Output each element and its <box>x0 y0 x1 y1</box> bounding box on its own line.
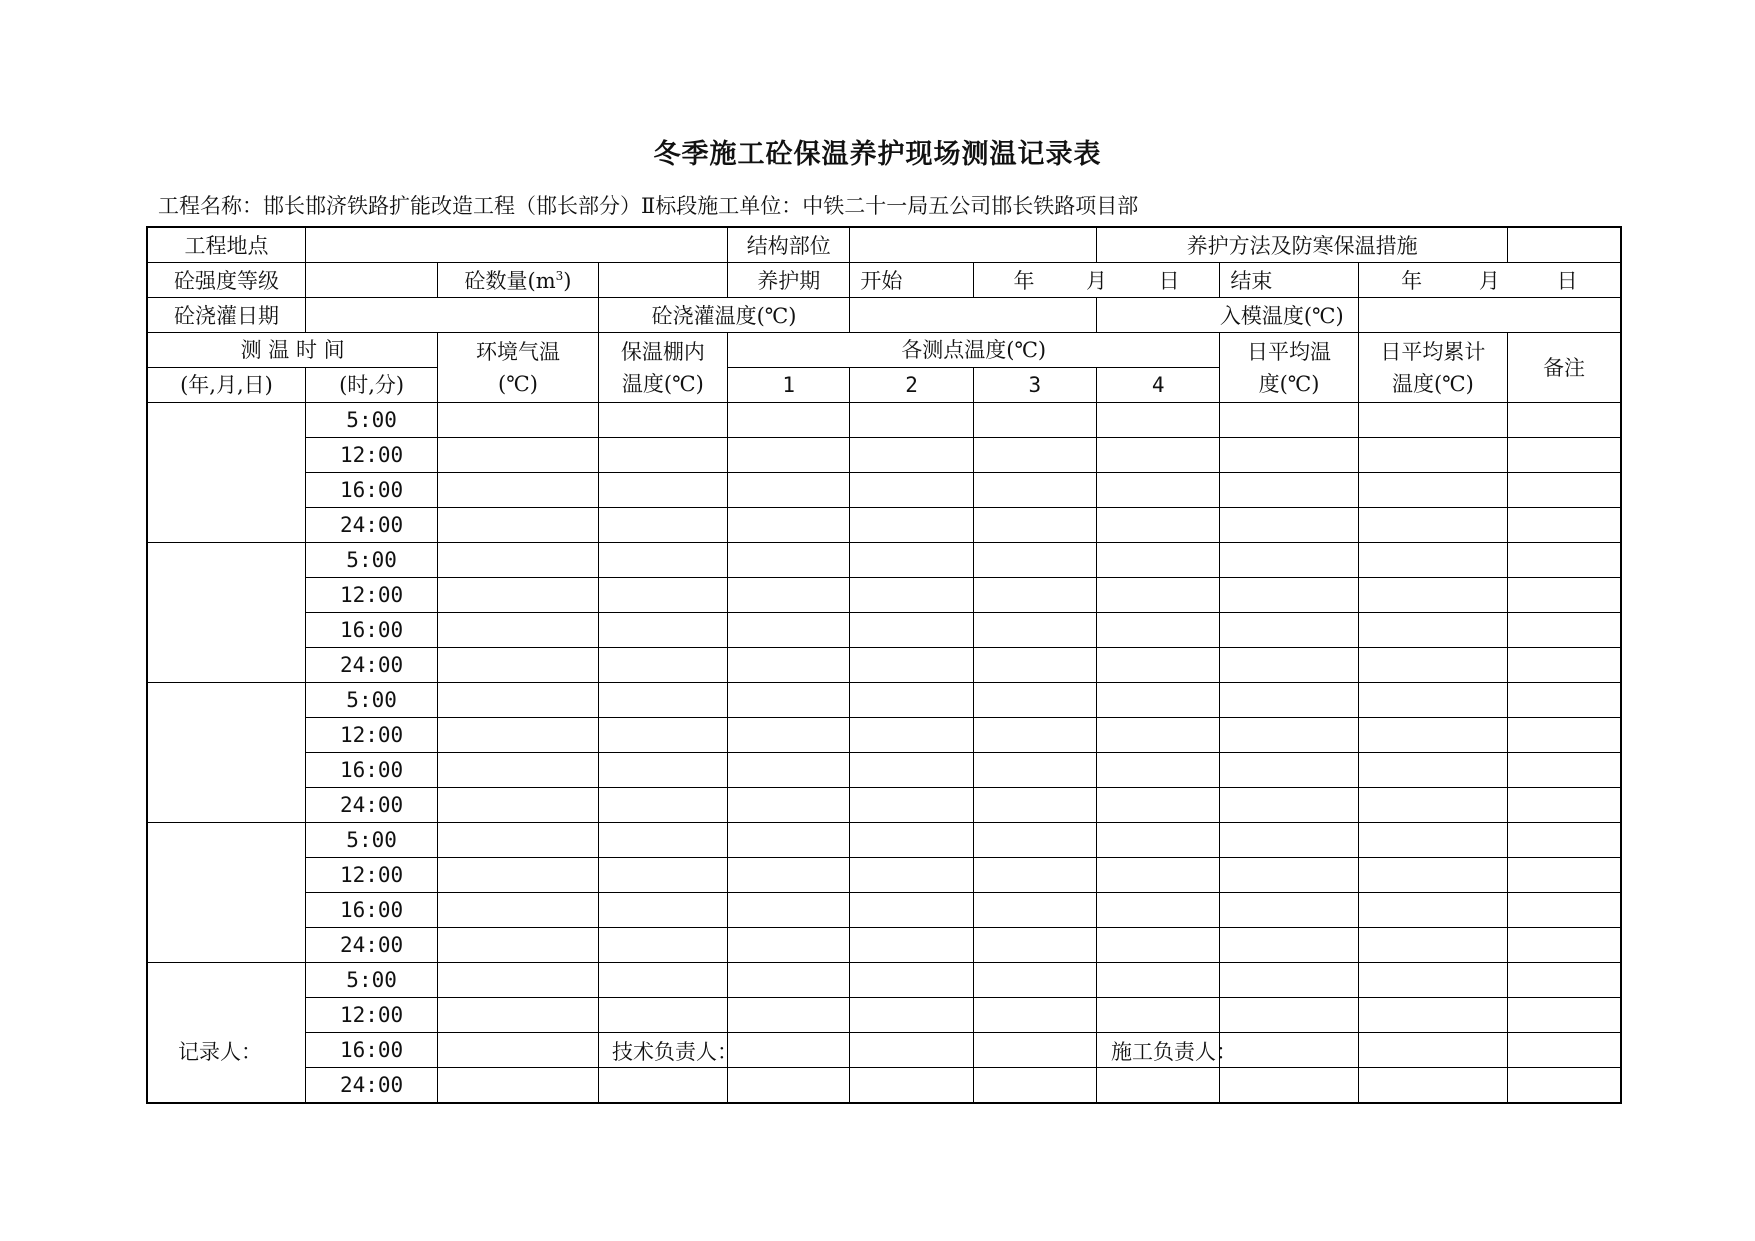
temperature-cell[interactable] <box>1508 858 1621 893</box>
temperature-cell[interactable] <box>598 648 727 683</box>
time-cell: 16:00 <box>305 613 437 648</box>
temperature-cell[interactable] <box>850 998 973 1033</box>
site-field[interactable] <box>305 227 727 263</box>
daily-avg-line2: 度(℃) <box>1258 371 1320 396</box>
temperature-cell[interactable] <box>598 753 727 788</box>
temperature-cell[interactable] <box>1508 683 1621 718</box>
temperature-cell[interactable] <box>1358 823 1507 858</box>
end-month: 月 <box>1478 269 1500 293</box>
date-cell[interactable] <box>147 683 305 823</box>
temperature-cell[interactable] <box>1097 963 1220 998</box>
temperature-cell[interactable] <box>728 963 850 998</box>
temperature-cell[interactable] <box>598 858 727 893</box>
temperature-cell[interactable] <box>1508 438 1621 473</box>
temperature-cell[interactable] <box>1097 893 1220 928</box>
temperature-cell[interactable] <box>973 543 1096 578</box>
temperature-cell[interactable] <box>598 438 727 473</box>
pour-temp-field[interactable] <box>850 298 1097 333</box>
measurement-rows <box>147 403 1621 1104</box>
temperature-cell[interactable] <box>850 543 973 578</box>
temperature-cell[interactable] <box>850 473 973 508</box>
temperature-cell[interactable] <box>850 438 973 473</box>
temperature-cell[interactable] <box>1097 508 1220 543</box>
temperature-cell[interactable] <box>1358 1068 1507 1104</box>
temperature-cell[interactable] <box>973 788 1096 823</box>
temperature-cell[interactable] <box>1358 788 1507 823</box>
temperature-cell[interactable] <box>850 683 973 718</box>
temperature-cell[interactable] <box>598 403 727 438</box>
temperature-cell[interactable] <box>1358 893 1507 928</box>
temperature-cell[interactable] <box>1358 1033 1507 1068</box>
temperature-cell[interactable] <box>1508 928 1621 963</box>
quantity-field[interactable] <box>598 263 727 298</box>
record-table <box>146 226 1622 1104</box>
pour-date-label: 砼浇灌日期 <box>147 298 305 333</box>
temperature-cell[interactable] <box>1220 753 1358 788</box>
temperature-cell[interactable] <box>1220 578 1358 613</box>
temperature-cell[interactable] <box>1358 718 1507 753</box>
start-day: 日 <box>1158 269 1180 293</box>
table-row <box>147 613 1621 648</box>
start-date-field[interactable] <box>973 263 1220 298</box>
start-label: 开始 <box>850 263 973 298</box>
temperature-cell[interactable] <box>1220 893 1358 928</box>
temperature-cell[interactable] <box>438 928 598 963</box>
end-year: 年 <box>1401 269 1423 293</box>
temperature-cell[interactable] <box>850 1033 973 1068</box>
temperature-cell[interactable] <box>728 858 850 893</box>
daily-avg-header <box>1220 333 1358 403</box>
mold-temp-label: 入模温度(℃) <box>1097 298 1359 333</box>
temperature-cell[interactable] <box>728 823 850 858</box>
temperature-cell[interactable] <box>850 788 973 823</box>
temperature-cell[interactable] <box>1508 788 1621 823</box>
temperature-cell[interactable] <box>1358 403 1507 438</box>
temperature-cell[interactable] <box>973 508 1096 543</box>
temperature-cell[interactable] <box>1220 613 1358 648</box>
temperature-cell[interactable] <box>1358 508 1507 543</box>
temperature-cell[interactable] <box>598 613 727 648</box>
project-info: 工程名称：邯长邯济铁路扩能改造工程（邯长部分）Ⅱ标段施工单位：中铁二十一局五公司邯长铁路项目部 <box>158 194 1139 218</box>
construction-lead-label: 施工负责人： <box>1111 1040 1237 1064</box>
temperature-cell[interactable] <box>438 893 598 928</box>
temperature-cell[interactable] <box>1508 648 1621 683</box>
temperature-cell[interactable] <box>973 823 1096 858</box>
temperature-cell[interactable] <box>728 648 850 683</box>
temperature-cell[interactable] <box>1508 1033 1621 1068</box>
temperature-cell[interactable] <box>438 543 598 578</box>
temperature-cell[interactable] <box>598 508 727 543</box>
temperature-cell[interactable] <box>1097 753 1220 788</box>
temperature-cell[interactable] <box>728 1033 850 1068</box>
time-cell: 12:00 <box>305 578 437 613</box>
temperature-cell[interactable] <box>438 963 598 998</box>
temperature-cell[interactable] <box>973 718 1096 753</box>
temperature-cell[interactable] <box>973 753 1096 788</box>
temperature-cell[interactable] <box>598 963 727 998</box>
table-row <box>147 508 1621 543</box>
temperature-cell[interactable] <box>850 753 973 788</box>
time-group-header: 测 温 时 间 <box>147 333 438 368</box>
temperature-cell[interactable] <box>728 438 850 473</box>
table-row <box>147 998 1621 1033</box>
temperature-cell[interactable] <box>1097 928 1220 963</box>
temperature-cell[interactable] <box>438 403 598 438</box>
temperature-cell[interactable] <box>1508 1068 1621 1104</box>
temperature-cell[interactable] <box>598 788 727 823</box>
time-cell: 16:00 <box>305 893 437 928</box>
time-cell: 24:00 <box>305 648 437 683</box>
temperature-cell[interactable] <box>728 578 850 613</box>
time-cell: 24:00 <box>305 508 437 543</box>
time-cell: 5:00 <box>305 963 437 998</box>
temperature-cell[interactable] <box>973 928 1096 963</box>
temperature-cell[interactable] <box>728 998 850 1033</box>
temperature-cell[interactable] <box>438 613 598 648</box>
temperature-cell[interactable] <box>1508 998 1621 1033</box>
temperature-cell[interactable] <box>850 1068 973 1104</box>
temperature-cell[interactable] <box>1097 788 1220 823</box>
shed-line2: 温度(℃) <box>621 371 704 396</box>
quantity-unit-sup: 3 <box>555 269 564 283</box>
temperature-cell[interactable] <box>438 473 598 508</box>
temperature-cell[interactable] <box>598 718 727 753</box>
table-row <box>147 753 1621 788</box>
time-cell: 5:00 <box>305 543 437 578</box>
temperature-cell[interactable] <box>438 1068 598 1104</box>
temperature-cell[interactable] <box>728 613 850 648</box>
grade-field[interactable] <box>305 263 437 298</box>
temperature-cell[interactable] <box>1508 403 1621 438</box>
temperature-cell[interactable] <box>728 718 850 753</box>
remarks-header: 备注 <box>1508 333 1621 403</box>
temperature-cell[interactable] <box>1358 963 1507 998</box>
temperature-cell[interactable] <box>598 473 727 508</box>
temperature-cell[interactable] <box>1508 473 1621 508</box>
temperature-cell[interactable] <box>1508 613 1621 648</box>
temperature-cell[interactable] <box>728 1068 850 1104</box>
temperature-cell[interactable] <box>438 683 598 718</box>
cumulative-line2: 温度(℃) <box>1391 371 1474 396</box>
table-row <box>147 438 1621 473</box>
temperature-cell[interactable] <box>1097 403 1220 438</box>
point-2-header: 2 <box>850 368 973 403</box>
recorder-label: 记录人： <box>178 1040 262 1064</box>
cumulative-line1: 日平均累计 <box>1380 339 1486 364</box>
temperature-cell[interactable] <box>973 1033 1096 1068</box>
temperature-cell[interactable] <box>1220 683 1358 718</box>
temperature-cell[interactable] <box>973 998 1096 1033</box>
temperature-cell[interactable] <box>1097 473 1220 508</box>
temperature-cell[interactable] <box>438 438 598 473</box>
ambient-temp-header <box>438 333 598 403</box>
temperature-cell[interactable] <box>973 1068 1096 1104</box>
table-row <box>147 928 1621 963</box>
temperature-cell[interactable] <box>728 508 850 543</box>
time-cell: 24:00 <box>305 788 437 823</box>
temperature-cell[interactable] <box>850 823 973 858</box>
temperature-cell[interactable] <box>1358 578 1507 613</box>
grade-label: 砼强度等级 <box>147 263 305 298</box>
temperature-cell[interactable] <box>598 928 727 963</box>
cumulative-header <box>1358 333 1507 403</box>
shed-line1: 保温棚内 <box>620 339 705 364</box>
table-row <box>147 1068 1621 1104</box>
table-row <box>147 963 1621 998</box>
mold-temp-field[interactable] <box>1358 298 1621 333</box>
temperature-cell[interactable] <box>598 893 727 928</box>
end-day: 日 <box>1556 269 1578 293</box>
curing-method-label: 养护方法及防寒保温措施 <box>1097 227 1508 263</box>
temperature-cell[interactable] <box>1220 788 1358 823</box>
table-row <box>147 473 1621 508</box>
temperature-cell[interactable] <box>598 543 727 578</box>
temperature-cell[interactable] <box>1097 438 1220 473</box>
points-group-header: 各测点温度(℃) <box>728 333 1220 368</box>
temperature-cell[interactable] <box>1220 648 1358 683</box>
temperature-cell[interactable] <box>1358 473 1507 508</box>
table-row <box>147 683 1621 718</box>
temperature-cell[interactable] <box>850 718 973 753</box>
quantity-label <box>438 263 598 298</box>
temperature-cell[interactable] <box>438 823 598 858</box>
quantity-label-text: 砼数量(m <box>464 269 556 293</box>
temperature-cell[interactable] <box>850 928 973 963</box>
temperature-cell[interactable] <box>438 998 598 1033</box>
ambient-line1: 环境气温 <box>475 339 560 364</box>
temperature-cell[interactable] <box>850 963 973 998</box>
time-cell: 5:00 <box>305 403 437 438</box>
temperature-cell[interactable] <box>1508 893 1621 928</box>
point-4-header: 4 <box>1097 368 1220 403</box>
temperature-cell[interactable] <box>1097 648 1220 683</box>
temperature-cell[interactable] <box>1358 543 1507 578</box>
temperature-cell[interactable] <box>973 683 1096 718</box>
temperature-cell[interactable] <box>438 648 598 683</box>
temperature-cell[interactable] <box>973 648 1096 683</box>
temperature-cell[interactable] <box>728 683 850 718</box>
temperature-cell[interactable] <box>728 788 850 823</box>
temperature-cell[interactable] <box>850 403 973 438</box>
temperature-cell[interactable] <box>598 578 727 613</box>
temperature-cell[interactable] <box>728 753 850 788</box>
temperature-cell[interactable] <box>1220 403 1358 438</box>
time-cell: 12:00 <box>305 998 437 1033</box>
ambient-line2: (℃) <box>498 371 538 396</box>
table-row <box>147 578 1621 613</box>
end-date-field[interactable] <box>1358 263 1621 298</box>
time-cell: 24:00 <box>305 928 437 963</box>
tech-lead-label: 技术负责人： <box>612 1040 738 1064</box>
temperature-cell[interactable] <box>973 403 1096 438</box>
end-label: 结束 <box>1220 263 1358 298</box>
point-3-header: 3 <box>973 368 1096 403</box>
temperature-cell[interactable] <box>1220 1033 1358 1068</box>
temperature-cell[interactable] <box>1220 928 1358 963</box>
temperature-cell[interactable] <box>1508 963 1621 998</box>
temperature-cell[interactable] <box>438 718 598 753</box>
temperature-cell[interactable] <box>598 823 727 858</box>
temperature-cell[interactable] <box>1358 858 1507 893</box>
temperature-cell[interactable] <box>850 893 973 928</box>
site-label: 工程地点 <box>147 227 305 263</box>
temperature-cell[interactable] <box>1097 998 1220 1033</box>
temperature-cell[interactable] <box>973 578 1096 613</box>
table-row <box>147 788 1621 823</box>
temperature-cell[interactable] <box>1097 858 1220 893</box>
table-row <box>147 893 1621 928</box>
temperature-cell[interactable] <box>850 508 973 543</box>
temperature-cell[interactable] <box>1220 543 1358 578</box>
temperature-cell[interactable] <box>438 858 598 893</box>
pour-date-field[interactable] <box>305 298 598 333</box>
temperature-cell[interactable] <box>1220 508 1358 543</box>
structure-field[interactable] <box>850 227 1097 263</box>
temperature-cell[interactable] <box>438 578 598 613</box>
curing-period-label: 养护期 <box>728 263 850 298</box>
temperature-cell[interactable] <box>728 928 850 963</box>
shed-temp-header <box>598 333 727 403</box>
time-cell: 5:00 <box>305 823 437 858</box>
time-cell: 12:00 <box>305 858 437 893</box>
temperature-cell[interactable] <box>1097 613 1220 648</box>
temperature-cell[interactable] <box>728 473 850 508</box>
time-cell: 16:00 <box>305 1033 437 1068</box>
point-1-header: 1 <box>728 368 850 403</box>
temperature-cell[interactable] <box>1220 823 1358 858</box>
table-row <box>147 648 1621 683</box>
temperature-cell[interactable] <box>438 753 598 788</box>
temperature-cell[interactable] <box>1358 648 1507 683</box>
temperature-cell[interactable] <box>728 893 850 928</box>
temperature-cell[interactable] <box>1097 1068 1220 1104</box>
date-cell[interactable] <box>147 543 305 683</box>
temperature-cell[interactable] <box>1220 438 1358 473</box>
temperature-cell[interactable] <box>1508 718 1621 753</box>
temperature-cell[interactable] <box>1220 963 1358 998</box>
temperature-cell[interactable] <box>850 578 973 613</box>
table-row <box>147 718 1621 753</box>
temperature-cell[interactable] <box>1358 753 1507 788</box>
temperature-cell[interactable] <box>850 613 973 648</box>
temperature-cell[interactable] <box>1508 578 1621 613</box>
pour-temp-label: 砼浇灌温度(℃) <box>598 298 850 333</box>
time-cell: 12:00 <box>305 438 437 473</box>
temperature-cell[interactable] <box>1097 578 1220 613</box>
table-row <box>147 1033 1621 1068</box>
temperature-cell[interactable] <box>1358 683 1507 718</box>
table-row <box>147 823 1621 858</box>
temperature-cell[interactable] <box>438 1033 598 1068</box>
temperature-cell[interactable] <box>1097 718 1220 753</box>
date-cell[interactable] <box>147 823 305 963</box>
date-subheader: (年,月,日) <box>147 368 305 403</box>
temperature-cell[interactable] <box>1220 998 1358 1033</box>
temperature-cell[interactable] <box>1220 1068 1358 1104</box>
temperature-cell[interactable] <box>1097 823 1220 858</box>
time-cell: 24:00 <box>305 1068 437 1104</box>
temperature-cell[interactable] <box>973 893 1096 928</box>
temperature-cell[interactable] <box>438 508 598 543</box>
form-title: 冬季施工砼保温养护现场测温记录表 <box>653 139 1102 170</box>
date-cell[interactable] <box>147 963 305 1104</box>
temperature-cell[interactable] <box>1508 753 1621 788</box>
temperature-cell[interactable] <box>1508 508 1621 543</box>
table-row <box>147 858 1621 893</box>
temperature-cell[interactable] <box>973 963 1096 998</box>
temperature-cell[interactable] <box>728 403 850 438</box>
start-year: 年 <box>1013 269 1035 293</box>
temperature-cell[interactable] <box>973 438 1096 473</box>
table-row <box>147 403 1621 438</box>
temperature-cell[interactable] <box>1508 823 1621 858</box>
time-subheader: (时,分) <box>305 368 437 403</box>
temperature-cell[interactable] <box>1508 543 1621 578</box>
temperature-cell[interactable] <box>598 1068 727 1104</box>
temperature-cell[interactable] <box>1097 683 1220 718</box>
temperature-cell[interactable] <box>1358 613 1507 648</box>
curing-method-field[interactable] <box>1508 227 1621 263</box>
temperature-cell[interactable] <box>1358 928 1507 963</box>
temperature-cell[interactable] <box>728 543 850 578</box>
temperature-cell[interactable] <box>598 998 727 1033</box>
temperature-cell[interactable] <box>438 788 598 823</box>
temperature-cell[interactable] <box>850 648 973 683</box>
temperature-cell[interactable] <box>973 473 1096 508</box>
temperature-cell[interactable] <box>598 683 727 718</box>
temperature-cell[interactable] <box>973 858 1096 893</box>
temperature-cell[interactable] <box>973 613 1096 648</box>
start-month: 月 <box>1086 269 1108 293</box>
date-cell[interactable] <box>147 403 305 543</box>
time-cell: 12:00 <box>305 718 437 753</box>
temperature-cell[interactable] <box>1220 718 1358 753</box>
temperature-cell[interactable] <box>1220 473 1358 508</box>
table-row <box>147 543 1621 578</box>
temperature-cell[interactable] <box>1220 858 1358 893</box>
time-cell: 16:00 <box>305 753 437 788</box>
temperature-cell[interactable] <box>1097 543 1220 578</box>
temperature-cell[interactable] <box>1358 998 1507 1033</box>
temperature-cell[interactable] <box>1358 438 1507 473</box>
time-cell: 5:00 <box>305 683 437 718</box>
daily-avg-line1: 日平均温 <box>1247 339 1332 364</box>
quantity-label-close: ) <box>563 269 572 293</box>
temperature-cell[interactable] <box>850 858 973 893</box>
structure-label: 结构部位 <box>728 227 850 263</box>
time-cell: 16:00 <box>305 473 437 508</box>
